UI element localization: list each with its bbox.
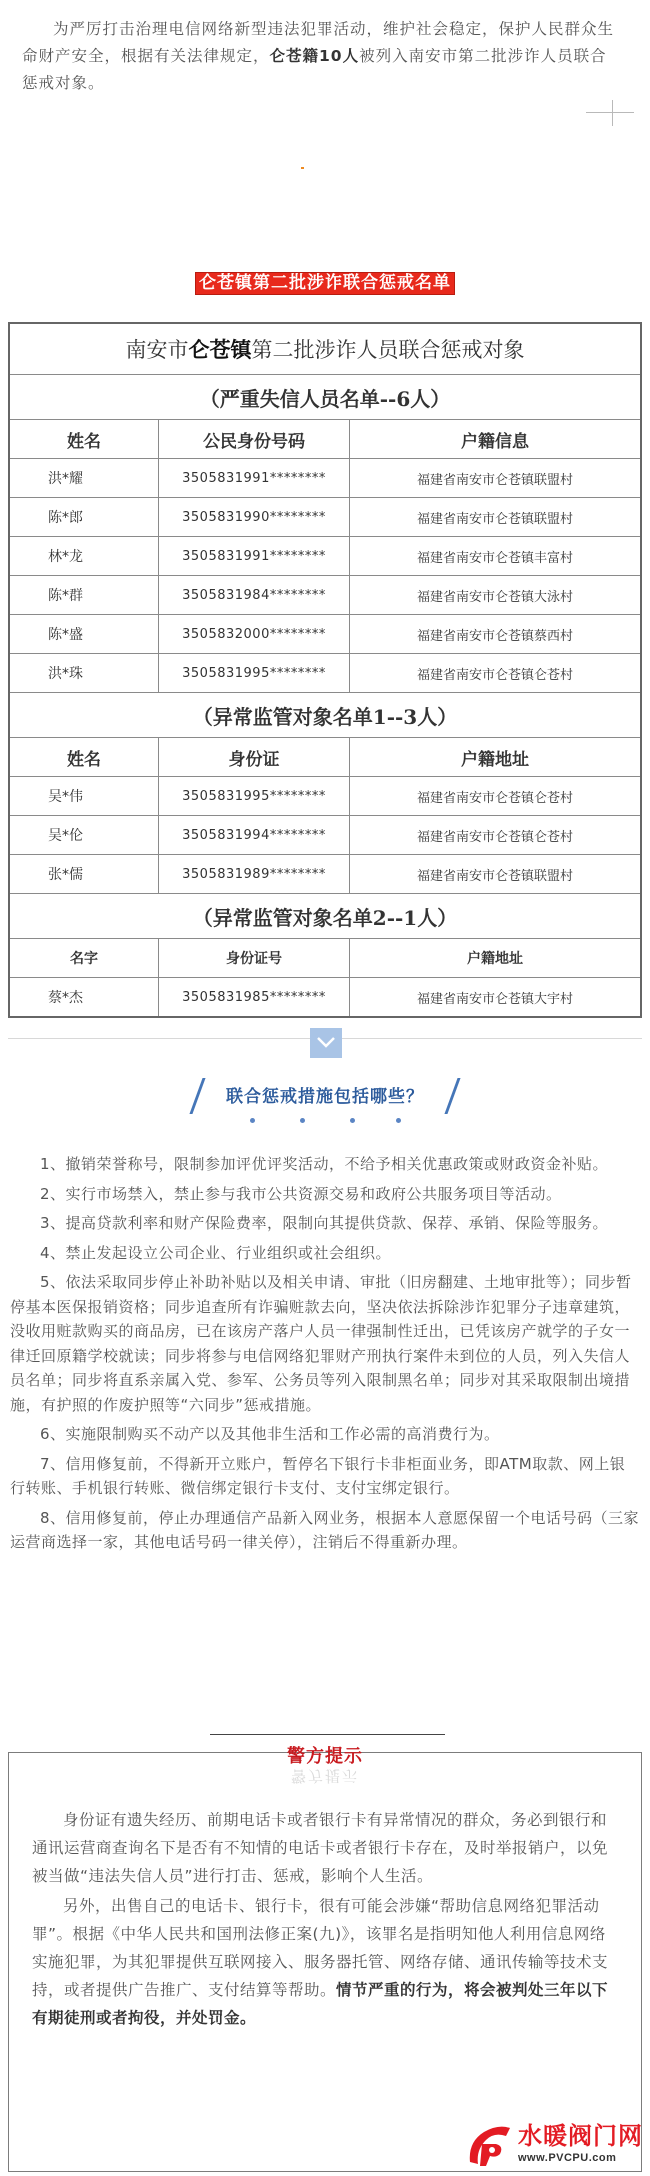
person-id: 3505831994******** — [159, 816, 350, 855]
table-row — [9, 816, 641, 855]
chevron-down-icon — [310, 1028, 342, 1058]
person-id: 3505831990******** — [159, 498, 350, 537]
person-name: 陈*盛 — [9, 615, 159, 654]
list-title-label: 仑苍镇第二批涉诈联合惩戒名单 — [195, 272, 455, 295]
person-id: 3505832000******** — [159, 615, 350, 654]
col-id-header: 公民身份号码 — [159, 420, 350, 459]
person-id: 3505831989******** — [159, 855, 350, 894]
table-row — [9, 777, 641, 816]
corner-deco-horizontal — [586, 112, 634, 113]
list-title — [0, 272, 650, 295]
intro-text-end: 被列入南安市第二批涉诈人员联合惩戒对象。 — [22, 47, 607, 92]
warning-title: 警方提示 — [287, 1746, 363, 1767]
col-name-header: 姓名 — [9, 420, 159, 459]
measures-list — [10, 1152, 640, 1560]
measure-item: 8、信用修复前，停止办理通信产品新入网业务，根据本人意愿保留一个电话号码（三家运营商选择一家，其他电话号码一律关停），注销后不得重新办理。 — [10, 1508, 640, 1551]
col-id-header: 身份证号 — [159, 939, 350, 978]
table-row — [9, 654, 641, 693]
warning-penalty: 情节严重的行为，将会被判处三年以下有期徒刑或者拘役，并处罚金。 — [32, 1981, 609, 2027]
person-addr: 福建省南安市仑苍镇仑苍村 — [350, 816, 642, 855]
person-addr: 福建省南安市仑苍镇丰富村 — [350, 537, 642, 576]
person-name: 林*龙 — [9, 537, 159, 576]
table-row — [9, 855, 641, 894]
measure-item: 5、依法采取同步停止补助补贴以及相关申请、审批（旧房翻建、土地审批等）；同步暂停基本医保报销资格；同步追查所有诈骗赃款去向，坚决依法拆除涉诈犯罪分子违章建筑，没收用赃款购买的商品房，已在该房产落户人员一律强制性迁出，已凭该房产就学的子女一律迁回原籍学校就读；同步将参与电信网络犯罪财产刑执行案件未到位的人员，列入失信人员名单；同步将直系亲属入党、参军、公务员等列入限制黑名单；同步对其采取限制出境措施，有护照的作废护照等“六同步”惩戒措施。 — [10, 1273, 632, 1414]
measures-title: 联合惩戒措施包括哪些？ — [226, 1087, 424, 1107]
intro-text: 为严厉打击治理电信网络新型违法犯罪活动，维护社会稳定，保护人民群众生命财产安全，根据有关法律规定， — [22, 20, 615, 65]
person-id: 3505831985******** — [159, 978, 350, 1018]
col-addr-header: 户籍地址 — [350, 738, 642, 777]
corner-deco-vertical — [612, 100, 613, 126]
section3-title: （异常监管对象名单2--1人） — [9, 894, 641, 939]
table-row — [9, 576, 641, 615]
warning-title-reflection: 警方提示 — [290, 1767, 359, 1785]
orange-dot — [301, 167, 304, 169]
intro-paragraph — [22, 16, 622, 97]
table-row — [9, 498, 641, 537]
table-row — [9, 615, 641, 654]
person-id: 3505831984******** — [159, 576, 350, 615]
person-name: 吴*伦 — [9, 816, 159, 855]
site-watermark — [466, 2118, 646, 2172]
section3-header-row — [9, 939, 641, 978]
measure-item: 4、禁止发起设立公司企业、行业组织或社会组织。 — [40, 1243, 392, 1262]
warning-top-line — [210, 1734, 445, 1735]
warning-paragraph-2 — [32, 1892, 616, 2032]
person-name: 洪*珠 — [9, 654, 159, 693]
col-id-header: 身份证 — [159, 738, 350, 777]
person-addr: 福建省南安市仑苍镇仑苍村 — [350, 654, 642, 693]
warning-paragraph-1: 身份证有遗失经历、前期电话卡或者银行卡有异常情况的群众，务必到银行和通讯运营商查询名下是否有不知情的电话卡或者银行卡存在，及时举报销户，以免被当做“违法失信人员”进行打击、惩戒，影响个人生活。 — [32, 1811, 609, 1885]
section1-title: （严重失信人员名单--6人） — [9, 375, 641, 420]
warning-text — [32, 1806, 616, 2034]
table-title-town: 仑苍镇 — [188, 337, 252, 362]
person-id: 3505831991******** — [159, 459, 350, 498]
roster-table — [8, 322, 642, 1018]
dot — [300, 1118, 305, 1123]
warning-paragraph-2-text: 另外，出售自己的电话卡、银行卡，很有可能会涉嫌“帮助信息网络犯罪活动罪”。根据《中华人民共和国刑法修正案(九)》，该罪名是指明知他人利用信息网络实施犯罪，为其犯罪提供互联网接入、服务器托管、网络存储、通讯传输等技术支持，或者提供广告推广、支付结算等帮助。 — [32, 1897, 609, 1999]
person-addr: 福建省南安市仑苍镇大泳村 — [350, 576, 642, 615]
section2-header-row — [9, 738, 641, 777]
table-row — [9, 537, 641, 576]
person-addr: 福建省南安市仑苍镇联盟村 — [350, 459, 642, 498]
dot — [396, 1118, 401, 1123]
col-addr-header: 户籍信息 — [350, 420, 642, 459]
person-name: 张*儒 — [9, 855, 159, 894]
person-id: 3505831995******** — [159, 654, 350, 693]
person-addr: 福建省南安市仑苍镇仑苍村 — [350, 777, 642, 816]
table-title-post: 第二批涉诈人员联合惩戒对象 — [251, 338, 525, 362]
title-dots — [246, 1118, 406, 1124]
section2-title: （异常监管对象名单1--3人） — [9, 693, 641, 738]
person-addr: 福建省南安市仑苍镇联盟村 — [350, 855, 642, 894]
col-addr-header: 户籍地址 — [350, 939, 642, 978]
table-title-pre: 南安市 — [125, 338, 189, 362]
measure-item: 2、实行市场禁入，禁止参与我市公共资源交易和政府公共服务项目等活动。 — [40, 1184, 562, 1203]
measure-item: 6、实施限制购买不动产以及其他非生活和工作必需的高消费行为。 — [40, 1425, 500, 1443]
col-name-header: 姓名 — [9, 738, 159, 777]
person-name: 蔡*杰 — [9, 978, 159, 1018]
intro-count: 仑苍籍10人 — [269, 47, 360, 65]
dot — [250, 1118, 255, 1123]
person-addr: 福建省南安市仑苍镇联盟村 — [350, 498, 642, 537]
table-row — [9, 459, 641, 498]
person-name: 吴*伟 — [9, 777, 159, 816]
person-addr: 福建省南安市仑苍镇大宇村 — [350, 978, 642, 1018]
col-name-header: 名字 — [9, 939, 159, 978]
watermark-name: 水暖阀门网 — [518, 2122, 643, 2150]
person-addr: 福建省南安市仑苍镇蔡西村 — [350, 615, 642, 654]
dot — [350, 1118, 355, 1123]
table-row — [9, 978, 641, 1018]
measure-item: 3、提高贷款利率和财产保险费率，限制向其提供贷款、保荐、承销、保险等服务。 — [40, 1214, 609, 1232]
watermark-logo-icon — [466, 2122, 514, 2168]
watermark-url: www.PVCPU.com — [518, 2152, 617, 2164]
person-name: 洪*耀 — [9, 459, 159, 498]
person-id: 3505831995******** — [159, 777, 350, 816]
person-id: 3505831991******** — [159, 537, 350, 576]
person-name: 陈*郎 — [9, 498, 159, 537]
section1-header-row — [9, 420, 641, 459]
table-title — [9, 323, 641, 375]
measure-item: 7、信用修复前，不得新开立账户，暂停名下银行卡非柜面业务，即ATM取款、网上银行转账、手机银行转账、微信绑定银行卡支付、支付宝绑定银行。 — [10, 1454, 626, 1497]
person-name: 陈*群 — [9, 576, 159, 615]
measure-item: 1、撤销荣誉称号，限制参加评优评奖活动，不给予相关优惠政策或财政资金补贴。 — [40, 1155, 609, 1173]
